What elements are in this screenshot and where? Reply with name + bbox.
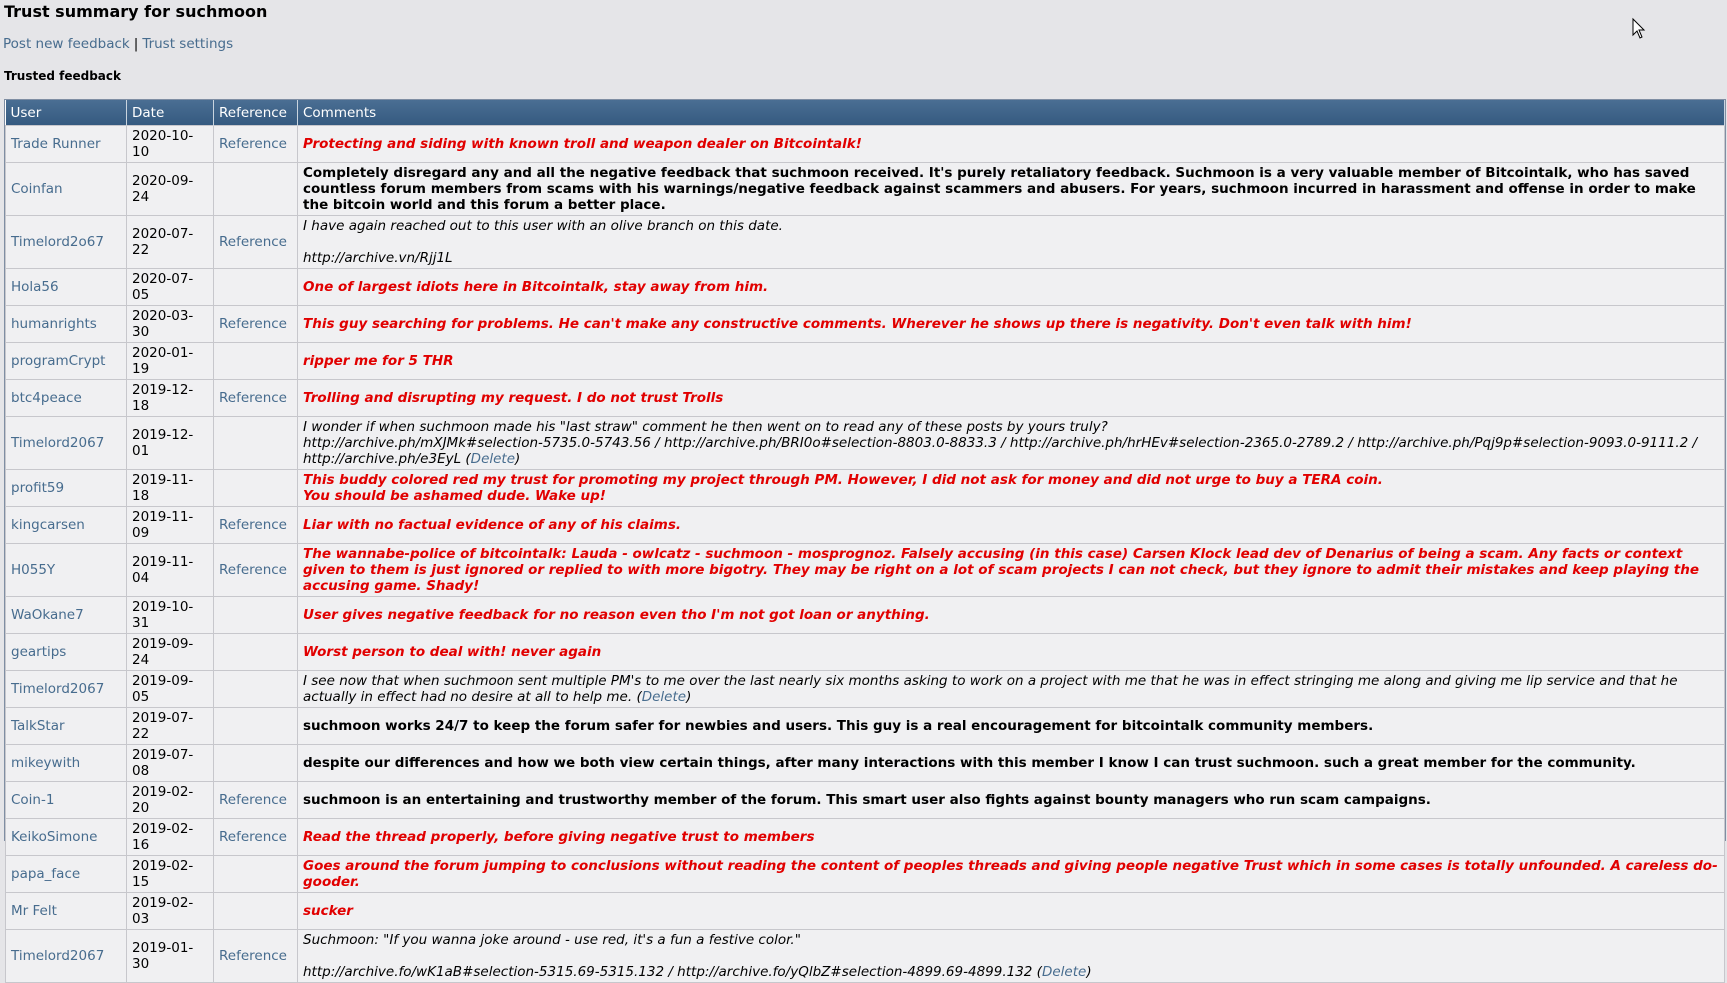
user-cell — [6, 417, 127, 470]
reference-link[interactable]: Reference — [219, 390, 287, 406]
reference-link[interactable]: Reference — [219, 517, 287, 533]
table-row — [6, 163, 1725, 216]
page-title: Trust summary for suchmoon — [4, 2, 268, 21]
table-row — [6, 507, 1725, 544]
table-row — [6, 417, 1725, 470]
user-cell — [6, 306, 127, 343]
comment-text: despite our differences and how we both view certain things, after many interactions with this member I know I can trust suchmoon. such a great member for the community. — [303, 755, 1636, 771]
user-cell — [6, 269, 127, 306]
reference-cell — [214, 417, 298, 470]
comment-cell — [298, 470, 1725, 507]
table-row — [6, 380, 1725, 417]
table-row — [6, 708, 1725, 745]
reference-cell — [214, 671, 298, 708]
delete-wrapper: (Delete) — [632, 689, 692, 705]
user-link[interactable]: Coin-1 — [11, 792, 55, 808]
table-row — [6, 126, 1725, 163]
comment-cell — [298, 856, 1725, 893]
delete-link[interactable]: Delete — [641, 689, 687, 705]
comment-cell — [298, 930, 1725, 983]
comment-text: I have again reached out to this user with an olive branch on this date. http://archive.vn/Rjj1L — [303, 218, 783, 266]
top-links — [3, 36, 233, 52]
user-cell — [6, 163, 127, 216]
reference-link[interactable]: Reference — [219, 829, 287, 845]
reference-cell — [214, 597, 298, 634]
user-cell — [6, 930, 127, 983]
trusted-feedback-table — [4, 99, 1726, 980]
date-cell: 2019-09-05 — [127, 671, 214, 708]
user-link[interactable]: Trade Runner — [11, 136, 101, 152]
comment-text: One of largest idiots here in Bitcointalk, stay away from him. — [303, 279, 769, 295]
date-cell: 2019-02-15 — [127, 856, 214, 893]
table-row — [6, 930, 1725, 983]
comment-text: Goes around the forum jumping to conclusions without reading the content of peoples threads and giving people negative Trust which in some cases is totally unfounded. A careless do-gooder. — [303, 858, 1718, 890]
user-link[interactable]: Mr Felt — [11, 903, 57, 919]
comment-text: I see now that when suchmoon sent multiple PM's to me over the last nearly six months asking to work on a project with me that he was in effect stringing me along and giving me lip service and that he actually in effect had no desire at all to help me. — [303, 673, 1678, 705]
comment-text: suchmoon works 24/7 to keep the forum safer for newbies and users. This guy is a real encouragement for bitcointalk community members. — [303, 718, 1374, 734]
comment-text: This buddy colored red my trust for promoting my project through PM. However, I did not ask for money and did not urge to buy a TERA coin. You should be ashamed dude. Wake up! — [303, 472, 1383, 504]
user-cell — [6, 708, 127, 745]
comment-cell — [298, 819, 1725, 856]
reference-link[interactable]: Reference — [219, 562, 287, 578]
date-cell: 2019-01-30 — [127, 930, 214, 983]
table-row — [6, 856, 1725, 893]
comment-text: User gives negative feedback for no reason even tho I'm not got loan or anything. — [303, 607, 930, 623]
reference-cell — [214, 930, 298, 983]
comment-text: Liar with no factual evidence of any of his claims. — [303, 517, 681, 533]
user-link[interactable]: humanrights — [11, 316, 97, 332]
reference-cell — [214, 470, 298, 507]
comment-text: This guy searching for problems. He can't make any constructive comments. Wherever he shows up there is negativity. Don't even talk with him! — [303, 316, 1412, 332]
date-cell: 2019-11-04 — [127, 544, 214, 597]
user-cell — [6, 544, 127, 597]
reference-cell — [214, 126, 298, 163]
reference-cell — [214, 708, 298, 745]
reference-cell — [214, 544, 298, 597]
user-cell — [6, 856, 127, 893]
comment-cell — [298, 306, 1725, 343]
user-link[interactable]: Timelord2067 — [11, 948, 105, 964]
user-cell — [6, 782, 127, 819]
date-cell: 2019-11-09 — [127, 507, 214, 544]
reference-cell — [214, 507, 298, 544]
table-row — [6, 306, 1725, 343]
user-link[interactable]: papa_face — [11, 866, 81, 882]
comment-cell — [298, 782, 1725, 819]
user-link[interactable]: btc4peace — [11, 390, 82, 406]
date-cell: 2020-01-19 — [127, 343, 214, 380]
date-cell: 2019-07-08 — [127, 745, 214, 782]
comment-text: Read the thread properly, before giving negative trust to members — [303, 829, 815, 845]
comment-text: Suchmoon: "If you wanna joke around - use red, it's a fun a festive color." http://archive.fo/wK1aB#selection-5315.69-5315.132 / http://archive.fo/yQlbZ#selection-4899.69-4899.132 — [303, 932, 1033, 980]
user-cell — [6, 671, 127, 708]
comment-text: Worst person to deal with! never again — [303, 644, 602, 660]
date-cell: 2020-07-22 — [127, 216, 214, 269]
column-header-comments[interactable]: Comments — [298, 100, 1725, 126]
date-cell: 2019-02-03 — [127, 893, 214, 930]
reference-cell — [214, 782, 298, 819]
reference-link[interactable]: Reference — [219, 316, 287, 332]
date-cell: 2019-12-18 — [127, 380, 214, 417]
date-cell: 2019-11-18 — [127, 470, 214, 507]
comment-cell — [298, 417, 1725, 470]
post-new-feedback-link[interactable]: Post new feedback — [3, 36, 130, 52]
comment-text: Protecting and siding with known troll and weapon dealer on Bitcointalk! — [303, 136, 862, 152]
reference-cell — [214, 380, 298, 417]
comment-cell — [298, 163, 1725, 216]
date-cell: 2019-02-16 — [127, 819, 214, 856]
comment-cell — [298, 507, 1725, 544]
comment-cell — [298, 544, 1725, 597]
reference-cell — [214, 856, 298, 893]
delete-link[interactable]: Delete — [470, 451, 516, 467]
user-link[interactable]: Timelord2o67 — [11, 234, 104, 250]
user-link[interactable]: mikeywith — [11, 755, 81, 771]
user-link[interactable]: Coinfan — [11, 181, 63, 197]
user-link[interactable]: Hola56 — [11, 279, 59, 295]
date-cell: 2020-09-24 — [127, 163, 214, 216]
date-cell: 2019-09-24 — [127, 634, 214, 671]
date-cell: 2019-10-31 — [127, 597, 214, 634]
table-row — [6, 343, 1725, 380]
section-title: Trusted feedback — [4, 69, 121, 83]
user-link[interactable]: programCrypt — [11, 353, 106, 369]
user-cell — [6, 380, 127, 417]
comment-cell — [298, 269, 1725, 306]
user-cell — [6, 634, 127, 671]
reference-link[interactable]: Reference — [219, 948, 287, 964]
table-row — [6, 671, 1725, 708]
user-link[interactable]: WaOkane7 — [11, 607, 84, 623]
user-cell — [6, 597, 127, 634]
table-row — [6, 544, 1725, 597]
user-cell — [6, 126, 127, 163]
reference-cell — [214, 893, 298, 930]
comment-cell — [298, 893, 1725, 930]
delete-wrapper: (Delete) — [461, 451, 521, 467]
comment-text: Completely disregard any and all the negative feedback that suchmoon received. It's purely retaliatory feedback. Suchmoon is a very valuable member of Bitcointalk, who has saved countless forum members from scams with his warnings/negative feedback against scammers and abusers. For years, suchmoon incurred in harassment and offense in order to make the bitcoin world and this forum a better place. — [303, 165, 1696, 213]
table-row — [6, 470, 1725, 507]
mouse-cursor-icon — [1632, 18, 1646, 40]
comment-cell — [298, 380, 1725, 417]
date-cell: 2019-02-20 — [127, 782, 214, 819]
user-cell — [6, 216, 127, 269]
comment-text: The wannabe-police of bitcointalk: Lauda - owlcatz - suchmoon - mosprognoz. Falsely accusing (in this case) Carsen Klock lead dev of Denarius of being a scam. Any facts or context given to them is just ignored or replied to with more bigotry. They may be right on a lot of scam projects I can not check, but they ignore to admit their mistakes and keep playing the accusing game. Shady! — [303, 546, 1700, 594]
user-link[interactable]: kingcarsen — [11, 517, 85, 533]
comment-cell — [298, 597, 1725, 634]
user-link[interactable]: KeikoSimone — [11, 829, 98, 845]
table-header-row — [6, 100, 1725, 126]
comment-text: ripper me for 5 THR — [303, 353, 454, 369]
user-link[interactable]: geartips — [11, 644, 67, 660]
user-link[interactable]: Timelord2067 — [11, 681, 105, 697]
reference-cell — [214, 269, 298, 306]
user-cell — [6, 893, 127, 930]
user-cell — [6, 343, 127, 380]
table-row — [6, 634, 1725, 671]
reference-cell — [214, 163, 298, 216]
reference-cell — [214, 306, 298, 343]
comment-cell — [298, 343, 1725, 380]
reference-link[interactable]: Reference — [219, 136, 287, 152]
user-cell — [6, 819, 127, 856]
table-row — [6, 782, 1725, 819]
table-row — [6, 819, 1725, 856]
user-cell — [6, 470, 127, 507]
comment-text: I wonder if when suchmoon made his "last straw" comment he then went on to read any of these posts by yours truly? http://archive.ph/mXJMk#selection-5735.0-5743.56 / http://archive.ph/BRI0o#selection-8803.0-8833.3 / http://archive.ph/hrHEv#selection-2365.0-2789.2 / http://archive.ph/Pqj9p#selection-9093.0-9111.2 / http://archive.ph/e3EyL — [303, 419, 1698, 467]
reference-cell — [214, 745, 298, 782]
date-cell: 2019-12-01 — [127, 417, 214, 470]
comment-cell — [298, 708, 1725, 745]
table-row — [6, 216, 1725, 269]
reference-cell — [214, 634, 298, 671]
user-link[interactable]: H055Y — [11, 562, 56, 578]
table-row — [6, 597, 1725, 634]
column-header-date[interactable]: Date — [127, 100, 214, 126]
delete-wrapper: (Delete) — [1032, 964, 1092, 980]
table-row — [6, 269, 1725, 306]
user-link[interactable]: TalkStar — [11, 718, 65, 734]
column-header-reference[interactable]: Reference — [214, 100, 298, 126]
reference-cell — [214, 819, 298, 856]
comment-cell — [298, 126, 1725, 163]
comment-cell — [298, 745, 1725, 782]
comment-text: suchmoon is an entertaining and trustworthy member of the forum. This smart user also fights against bounty managers who run scam campaigns. — [303, 792, 1431, 808]
date-cell: 2020-03-30 — [127, 306, 214, 343]
column-header-user[interactable]: User — [6, 100, 127, 126]
comment-text: Trolling and disrupting my request. I do not trust Trolls — [303, 390, 724, 406]
comment-cell — [298, 671, 1725, 708]
reference-link[interactable]: Reference — [219, 234, 287, 250]
user-cell — [6, 507, 127, 544]
reference-cell — [214, 216, 298, 269]
table-row — [6, 745, 1725, 782]
date-cell: 2020-10-10 — [127, 126, 214, 163]
reference-cell — [214, 343, 298, 380]
reference-link[interactable]: Reference — [219, 792, 287, 808]
date-cell: 2020-07-05 — [127, 269, 214, 306]
date-cell: 2019-07-22 — [127, 708, 214, 745]
delete-link[interactable]: Delete — [1041, 964, 1087, 980]
feedback-rows — [6, 126, 1725, 983]
link-separator: | — [133, 36, 139, 52]
comment-cell — [298, 216, 1725, 269]
comment-cell — [298, 634, 1725, 671]
trust-settings-link[interactable]: Trust settings — [142, 36, 234, 52]
user-link[interactable]: Timelord2067 — [11, 435, 105, 451]
user-link[interactable]: profit59 — [11, 480, 65, 496]
user-cell — [6, 745, 127, 782]
comment-text: sucker — [303, 903, 353, 919]
table-row — [6, 893, 1725, 930]
